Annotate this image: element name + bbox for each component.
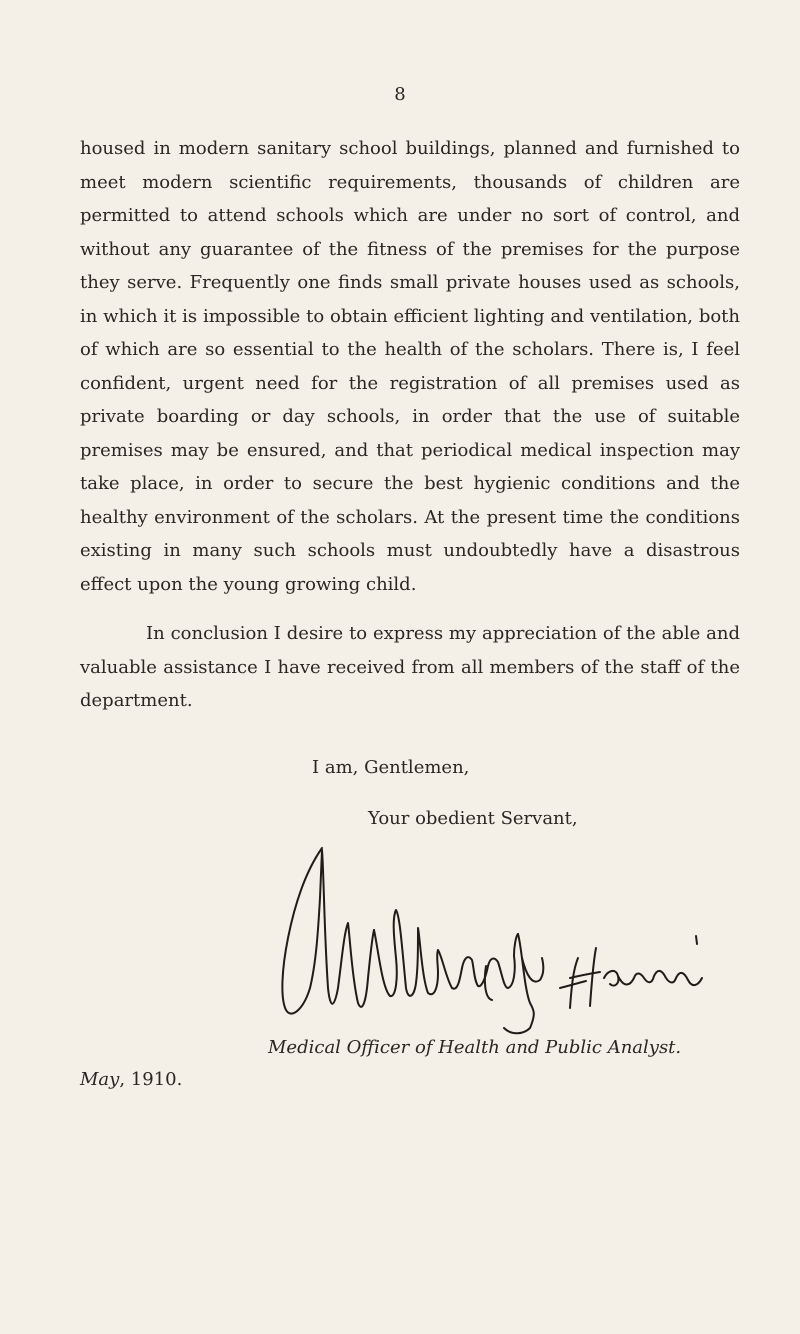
date-month: May xyxy=(80,1069,120,1090)
body-paragraph-2: In conclusion I desire to express my appreciation of the able and valuable assistance I have received from all members of the staff of the department. xyxy=(80,623,740,711)
closing-greeting: I am, Gentlemen, xyxy=(312,757,470,778)
page-number: 8 xyxy=(394,84,406,105)
date-year: , 1910. xyxy=(119,1069,183,1090)
signature xyxy=(278,838,718,1038)
officer-title: Medical Officer of Health and Public Analyst. xyxy=(268,1037,682,1058)
body-paragraph-1: housed in modern sanitary school buildings, planned and furnished to meet modern scientific requirements, thousands of children are permitted to attend schools which are under no sort of control, and without any guarantee of the fitness of the premises for the purpose they serve. Frequently one finds small private houses used as schools, in which it is impossible to obtain efficient lighting and ventilation, both of which are so essential to the health of the scholars. There is, I feel confident, urgent need for the registration of all premises used as private boarding or day schools, in order that the use of suitable premises may be ensured, and that periodical medical inspection may take place, in order to secure the best hygienic conditions and the healthy environment of the scholars. At the present time the conditions existing in many such schools must undoubtedly have a disastrous effect upon the young growing child. xyxy=(80,138,740,595)
closing-servant: Your obedient Servant, xyxy=(368,808,578,829)
date-line xyxy=(80,1069,182,1090)
